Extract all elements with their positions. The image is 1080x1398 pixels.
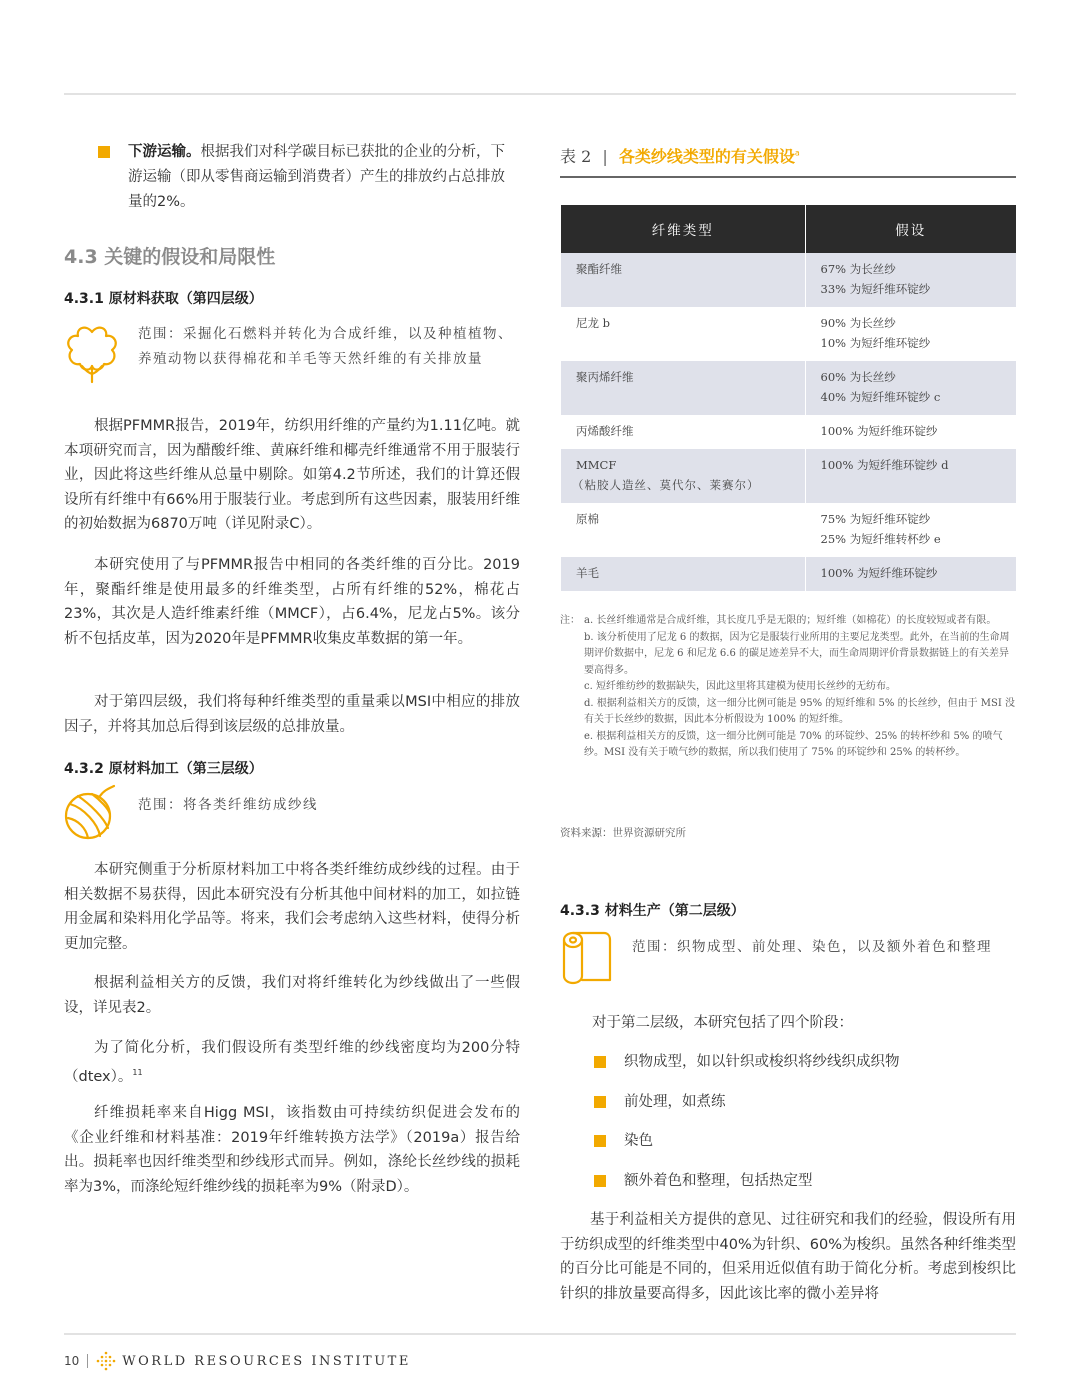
org-name: WORLD RESOURCES INSTITUTE — [122, 1353, 411, 1369]
cell-assumption: 90% 为长丝纱 10% 为短纤维环锭纱 — [805, 307, 1016, 361]
table-header-row — [561, 205, 1016, 253]
paragraph-4-3-3-a: 基于利益相关方提供的意见、过往研究和我们的经验，假设所有用于纺织成型的纤维类型中40%为针织、60%为梭织。虽然各种纤维类型的百分比可能是不同的，但采用近似值有助于简化分析。考虑到梭织比针织的排放量要高得多，因此该比率的微小差异将 — [560, 1212, 1016, 1302]
yarn-ball-icon — [64, 784, 116, 840]
list-item: 前处理，如煮练 — [594, 1090, 726, 1111]
paragraph-4-3-1-a: 根据PFMMR报告，2019年，纺织用纤维的产量约为1.11亿吨。就本项研究而言，因为醋酸纤维、黄麻纤维和椰壳纤维通常不用于服装行业，因此将这些纤维从总量中剔除。如第4.2节所述，我们的计算还假设所有纤维中有66%用于服装行业。考虑到所有这些因素，服装用纤维的初始数据为6870万吨（详见附录C）。 — [64, 418, 520, 532]
table-label: 表 2 — [560, 147, 592, 166]
note-c: c. 短纤维纺纱的数据缺失，因此这里将其建模为使用长丝纱的无纺布。 — [584, 681, 896, 692]
section-title: 4.3 关键的假设和局限性 — [64, 246, 276, 268]
cell-fiber: 聚丙烯纤维 — [561, 361, 805, 415]
cell-fiber: 尼龙 b — [576, 316, 611, 330]
note-e: e. 根据利益相关方的反馈，这一细分比例可能是 70% 的环锭纱、25% 的转杯纱和 5% 的喷气纱。MSI 没有关于喷气纱的数据，所以我们使用了 75% 的环锭纱和 25% 的转杯纱。 — [584, 730, 1003, 758]
paragraph-4-3-2-a: 本研究侧重于分析原材料加工中将各类纤维纺成纱线的过程。由于相关数据不易获得，因此本研究没有分析其他中间材料的加工，如拉链用金属和染料用化学品等。将来，我们会考虑纳入这些材料，使得分析更加完整。 — [64, 862, 520, 952]
note-b: b. 该分析使用了尼龙 6 的数据，因为它是服装行业所用的主要尼龙类型。此外，在当前的生命周期评价数据中，尼龙 6 和尼龙 6.6 的碳足迹差异不大，而生命周期评价背景数据链上的有关差异要高得多。 — [584, 631, 1010, 676]
bullet-downstream-text: 下游运输。根据我们对科学碳目标已获批的企业的分析，下游运输（即从零售商运输到消费者）产生的排放约占总排放量的2%。 — [128, 144, 505, 210]
table-title-sup: a — [794, 148, 800, 158]
table-title-text: 各类纱线类型的有关假设 — [618, 147, 795, 166]
wri-logo-icon — [96, 1351, 116, 1371]
table-row — [561, 307, 1016, 361]
page-number: 10 — [64, 1354, 80, 1368]
table-row — [561, 415, 1016, 449]
bullet-square-icon — [594, 1135, 606, 1147]
table-title-rule — [560, 176, 1016, 178]
subsection-title-4-3-3: 4.3.3 材料生产（第二层级） — [560, 903, 745, 919]
list-item: 染色 — [594, 1129, 653, 1150]
top-rule — [64, 93, 1016, 95]
cell-assumption: 60% 为长丝纱 40% 为短纤维环锭纱 c — [805, 361, 1016, 415]
list-item: 织物成型，如以针织或梭织将纱线织成织物 — [594, 1050, 900, 1071]
bullet-downstream — [98, 140, 518, 215]
cell-fiber: 聚酯纤维 — [561, 253, 805, 307]
table-notes — [560, 613, 1016, 762]
table-title — [560, 144, 1016, 167]
footer — [64, 1351, 411, 1371]
table-row — [561, 557, 1016, 591]
bullet-square-icon — [594, 1056, 606, 1068]
table-row — [561, 503, 1016, 557]
footnote-ref: 11 — [132, 1067, 143, 1077]
table-row — [561, 253, 1016, 307]
paragraph-4-3-1-c: 对于第四层级，我们将每种纤维类型的重量乘以MSI中相应的排放因子，并将其加总后得到该层级的总排放量。 — [64, 694, 520, 735]
list-item: 额外着色和整理，包括热定型 — [594, 1169, 813, 1190]
subsection-title-4-3-2: 4.3.2 原材料加工（第三层级） — [64, 761, 263, 777]
bullet-square-icon — [594, 1096, 606, 1108]
cell-assumption: 67% 为长丝纱 33% 为短纤维环锭纱 — [805, 253, 1016, 307]
cell-assumption: 100% 为短纤维环锭纱 — [805, 415, 1016, 449]
footer-divider — [87, 1354, 88, 1368]
scope-4-3-2: 范围：将各类纤维纺成纱线 — [138, 797, 318, 813]
table-title-divider: | — [602, 147, 608, 166]
bullet-downstream-bold: 下游运输。 — [128, 144, 201, 160]
header-fiber-type: 纤维类型 — [561, 205, 805, 253]
cell-fiber: 丙烯酸纤维 — [576, 424, 634, 438]
cell-fiber: 羊毛 — [561, 557, 805, 591]
cell-fiber: MMCF （粘胶人造丝、莫代尔、莱赛尔） — [561, 449, 805, 503]
header-assumption: 假设 — [805, 205, 1016, 253]
note-d: d. 根据利益相关方的反馈，这一细分比例可能是 95% 的短纤维和 5% 的长丝纱，但由于 MSI 没有关于长丝纱的数据，因此本分析假设为 100% 的短纤维。 — [584, 697, 1015, 725]
note-a: a. 长丝纤维通常是合成纤维，其长度几乎是无限的；短纤维（如棉花）的长度较短或者有限。 — [584, 615, 997, 626]
bullet-square-icon — [98, 146, 110, 158]
table-row — [561, 449, 1016, 503]
fabric-roll-icon — [560, 930, 612, 986]
scope-4-3-3: 范围：织物成型、前处理、染色，以及额外着色和整理 — [632, 939, 992, 955]
subsection-title-4-3-1: 4.3.1 原材料获取（第四层级） — [64, 291, 263, 307]
paragraph-4-3-1-b: 本研究使用了与PFMMR报告中相同的各类纤维的百分比。2019年，聚酯纤维是使用最多的纤维类型，占所有纤维的52%，棉花占23%，其次是人造纤维素纤维（MMCF），占6.4%，尼龙占5%。该分析不包括皮革，因为2020年是PFMMR收集皮革数据的第一年。 — [64, 557, 520, 647]
cell-assumption: 100% 为短纤维环锭纱 — [805, 557, 1016, 591]
paragraph-4-3-2-b: 根据利益相关方的反馈，我们对将纤维转化为纱线做出了一些假设，详见表2。 — [64, 975, 520, 1016]
cell-fiber: 原棉 — [576, 512, 599, 526]
yarn-assumption-table — [561, 205, 1016, 591]
bottom-rule — [64, 1333, 1016, 1335]
table-row — [561, 361, 1016, 415]
table-source: 资料来源：世界资源研究所 — [560, 827, 686, 839]
cell-assumption: 75% 为短纤维环锭纱 25% 为短纤维转杯纱 e — [805, 503, 1016, 557]
cell-assumption: 100% 为短纤维环锭纱 d — [805, 449, 1016, 503]
paragraph-4-3-2-c: 为了简化分析，我们假设所有类型纤维的纱线密度均为200分特（dtex）。$^{11}$ — [64, 1040, 520, 1085]
paragraph-4-3-2-d: 纤维损耗率来自Higg MSI，该指数由可持续纺织促进会发布的《企业纤维和材料基准：2019年纤维转换方法学》（2019a）报告给出。损耗率也因纤维类型和纱线形式而异。例如，涤纶长丝纱线的损耗率为3%，而涤纶短纤维纱线的损耗率为9%（附录D）。 — [64, 1105, 520, 1195]
tier2-intro: 对于第二层级，本研究包括了四个阶段： — [592, 1015, 853, 1031]
cotton-plant-icon — [64, 322, 120, 384]
bullet-square-icon — [594, 1175, 606, 1187]
scope-4-3-1: 范围：采掘化石燃料并转化为合成纤维，以及种植植物、养殖动物以获得棉花和羊毛等天然纤维的有关排放量 — [138, 326, 513, 367]
notes-label: 注： — [560, 615, 580, 626]
